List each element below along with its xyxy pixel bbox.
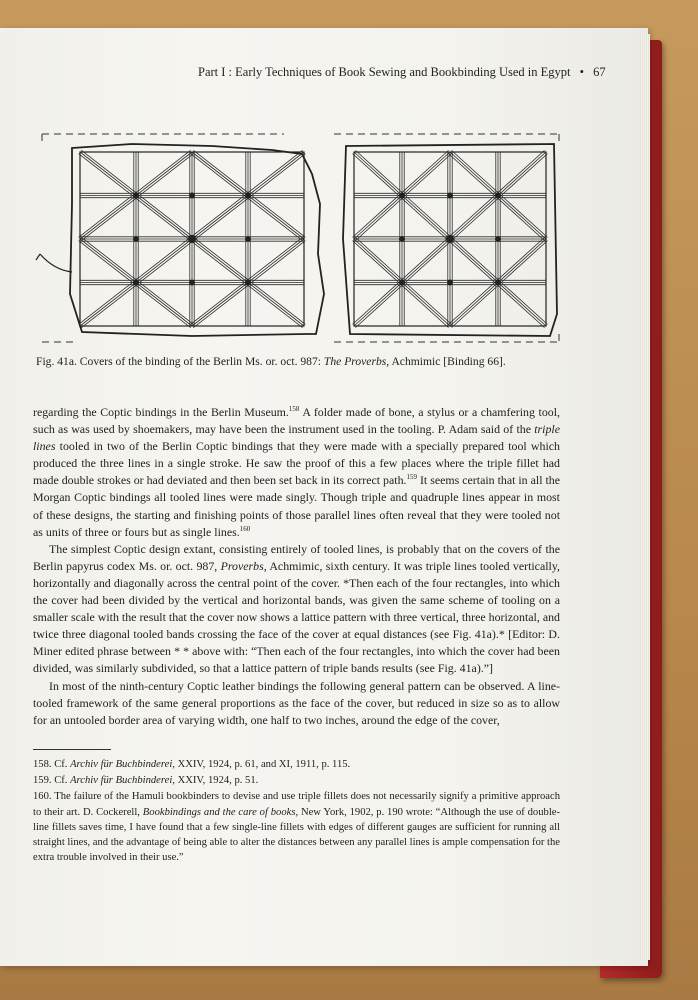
body-text [33,404,560,729]
text-run: , XXIV, 1924, p. 61, and XI, 1911, p. 115. [172,759,351,770]
paragraph-3 [33,678,560,729]
left-cover-tooled-dot [133,236,139,242]
sewing-thong [36,254,72,272]
text-run: , XXIV, 1924, p. 51. [172,775,259,787]
figure-caption [36,355,556,368]
text-run: 158. Cf. [33,759,71,770]
text-run: tooled in two of the Berlin Coptic bindings that they were made with a specially prepared tool which produced the three lines in a single stroke. He saw the proof of this a few places where the triple fillet had made double strokes or had deviated and then been set back in its correct path. [33,439,560,488]
header-bullet: • [579,65,584,79]
italic-run: Proverbs [220,558,264,573]
italic-run: triple lines [33,422,560,454]
caption-suffix: , Achmimic [Binding 66]. [386,355,506,368]
running-header [198,65,606,80]
right-cover-tooled-dot [495,280,501,286]
footnote-159 [33,773,560,788]
left-cover-tooled-dot [189,193,195,199]
footnote-160 [33,789,560,865]
footnote-rule [33,749,111,750]
italic-run: Archiv für Buchbinderei [70,759,173,770]
right-cover-tooled-dot [399,193,405,199]
left-cover-tooled-dot [245,280,251,286]
paragraph-1 [33,404,560,541]
footnote-ref: 160 [239,524,251,533]
right-cover-tooled-dot [399,236,405,242]
footnotes [33,757,560,866]
left-cover-tooled-dot [189,280,195,286]
right-cover-tooled-dot [495,236,501,242]
text-run: The simplest Coptic design extant, consisting entirely of tooled lines, is probably that on the covers of the Berlin papyrus codex Ms. or. oct. 987, [33,541,560,573]
text-run: In most of the ninth-century Coptic leather bindings the following general pattern can be observed. A line-tooled framework of the same general proportions as the face of the cover, but reduced in size so as to allow for an untooled border area of varying width, one half to two inches, around the edge of the cover, [33,678,560,727]
footnote-ref: 158 [288,405,300,414]
right-cover-tooled-dot [495,193,501,199]
text-run: 160. The failure of the Hamuli bookbinders to devise and use triple fillets does not necessarily signify a primitive approach to their art. D. Cockerell, [33,791,560,818]
left-cover-tooled-dot [188,235,196,243]
page-edges [640,34,650,960]
binding-covers-figure [34,122,564,352]
caption-title: The Proverbs [323,355,387,368]
footnote-158 [33,757,560,772]
paragraph-2 [33,541,560,678]
text-run: , Achmimic, sixth century. It was triple lines tooled vertically, horizontally and diagonally across the central point of the cover. *Then each of the four rectangles, into which the cover had been divided by the vertical and horizontal bands, was given the same scheme of tooling on a smaller scale with the result that the cover now shows a lattice pattern with three vertical, three horizontal, and twice three diagonal tooled bands crossing the face of the cover at equal distances (see Fig. 41a).* [Editor: D. Miner edited phrase between * * above with: “Then each of the four rectangles, into which the cover had been divided, was similarly subdivided, so that a lattice pattern of triple bands results (see Fig. 41a).”] [33,558,560,676]
text-run: 159. Cf. [33,775,71,787]
italic-run: Archiv für Buchbinderei [70,775,173,787]
caption-prefix: Fig. 41a. Covers of the binding of the Berlin Ms. or. oct. 987: [36,355,321,368]
text-run: A folder made of bone, a stylus or a chamfering tool, such as was used by shoemakers, may have been the instrument used in the tooling. P. Adam said of the [33,405,560,437]
text-run: regarding the Coptic bindings in the Berlin Museum. [33,405,289,419]
left-cover-tooled-dot [245,236,251,242]
footnote-ref: 159 [406,473,417,482]
left-cover-tooled-dot [133,193,139,199]
text-run: , New York, 1902, p. 190 wrote: “Although the use of double-line fillets saves time, I have found that a few single-line fillets with edges of different gauges are sufficient for running all straight lines, and the advantage of being able to alter the distances between any parallel lines is ample compensation for the extra trouble involved in their use.” [33,806,560,864]
italic-run: Bookbindings and the care of books [142,806,296,818]
right-cover-tooled-dot [446,235,454,243]
left-cover-tooled-dot [245,193,251,199]
left-cover-tooled-dot [133,280,139,286]
page-number: 67 [593,65,606,79]
right-cover-tooled-dot [447,280,453,286]
right-cover-tooled-dot [399,280,405,286]
text-run: It seems certain that in all the Morgan Coptic bindings all tooled lines were made singly. Though triple and quadruple lines appear in most of these designs, the starting and finishing points of those parallel lines often reveal that they were tooled not as units of three or fours but as single lines. [33,473,560,539]
right-cover-tooled-dot [447,193,453,199]
figure-drawing [36,134,559,342]
running-title: Part I : Early Techniques of Book Sewing and Bookbinding Used in Egypt [198,65,571,79]
